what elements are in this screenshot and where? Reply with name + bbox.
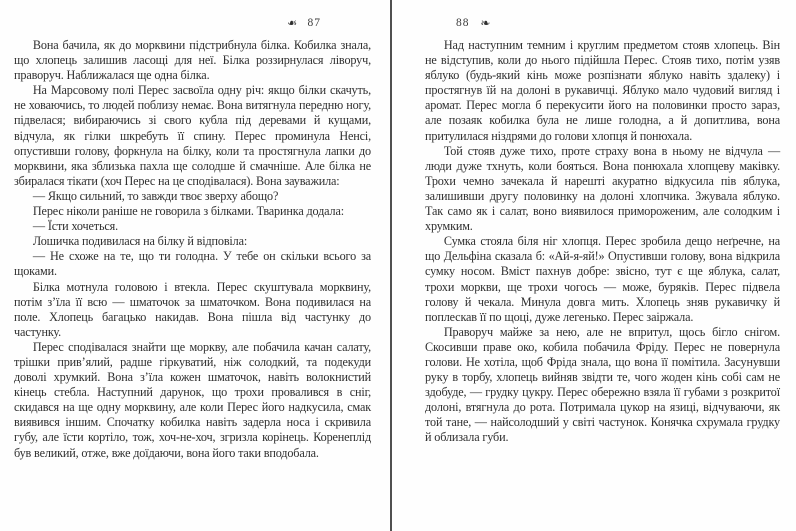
paragraph: Білка мотнула головою і втекла. Перес скуштувала морквину, потім з’їла її всю — шматочок за шматочком. Вона подивилася на поле. Хлопець багацько накидав. Вона пішла від частунку до частунку. bbox=[14, 279, 371, 339]
paragraph: Над наступним темним і круглим предметом стояв хлопець. Він не відступив, коли до нього підійшла Перес. Стояв тихо, потім узяв яблуко (будь-який кінь може розпізнати яблуко навіть здалеку) і простягнув їй на долоні в рукавичці. Яблуко мало чудовий вигляд і аромат. Перес могла б перекусити його на половинки просто зараз, але позаяк кобилка була не лише голодна, а й допитлива, вона притулилася ніздрями до голови хлопця й понюхала. bbox=[425, 38, 780, 143]
page-number-right: 88 bbox=[456, 17, 470, 29]
fleuron-ornament-icon: ❧ bbox=[285, 16, 297, 30]
page-left bbox=[0, 0, 390, 531]
paragraph: Перес ніколи раніше не говорила з білками. Тваринка додала: bbox=[32, 204, 344, 219]
page-text-left bbox=[14, 38, 371, 461]
page-text-right bbox=[425, 38, 780, 446]
fleuron-ornament-icon: ❧ bbox=[480, 16, 492, 30]
paragraph: Той стояв дуже тихо, проте страху вона в ньому не відчула — люди дуже тхнуть, коли бояться. Вона понюхала хлопцеву маківку. Трохи чемно зачекала й нарешті акуратно відкусила пів яблука, залишивши другу половинку на долоні хлопчика. Зжувала яблуко. Так само як і салат, воно виявилося примороженим, але солодким і хрумким. bbox=[425, 143, 780, 234]
page-right bbox=[392, 0, 796, 531]
paragraph: Вона бачила, як до морквини підстрибнула білка. Кобилка знала, що хлопець залишив ласощі для неї. Білка роззирнулася ліворуч, праворуч. Наближалася ще одна білка. bbox=[14, 38, 371, 83]
page-header-left bbox=[14, 16, 371, 38]
page-header-right bbox=[425, 16, 780, 38]
paragraph: — Їсти хочеться. bbox=[32, 219, 118, 234]
page-number-left: 87 bbox=[307, 17, 321, 29]
paragraph: На Марсовому полі Перес засвоїла одну річ: якщо білки скачуть, не ховаючись, то людей поблизу немає. Вона витягнула передню ногу, підвелася; вибираючись зі свого кубла під деревами й кущами, відчула, як гілки шкребуть її спину. Перес проминула Ненсі, опустивши голову, форкнула на білку, коли та простягнула лапки до морквини, яка зблизька пахла ще солодше й смачніше. Але білка не збиралася тікати (хоч Перес на це сподівалася). Вона зауважила: bbox=[14, 83, 371, 188]
paragraph: Сумка стояла біля ніг хлопця. Перес зробила дещо неґречне, на що Дельфіна сказала б: «Ай-я-яй!» Опустивши голову, вона відкрила сумку носом. Вміст пахнув добре: звісно, тут є ще яблука, салат, трохи моркви, ще трохи чогось — може, буряків. Перес підвела голову й чекала. Минула довга мить. Хлопець зняв рукавичку й поплескав її по щоці, дуже легенько. Перес заіржала. bbox=[425, 234, 780, 324]
paragraph: — Якщо сильний, то завжди твоє зверху абощо? bbox=[32, 188, 279, 203]
paragraph: Лошичка подивилася на білку й відповіла: bbox=[32, 234, 248, 249]
paragraph: — Не схоже на те, що ти голодна. У тебе он скільки всього за щоками. bbox=[14, 249, 371, 279]
paragraph: Перес сподівалася знайти ще моркву, але побачила качан салату, трішки прив’ялий, радше гіркуватий, ніж солодкий, та подекуди доволі хрумкий. Вона з’їла кожен шматочок, навіть волокнистий кінець стебла. Наступний дарунок, що трохи провалився в сніг, скидався на ще одну морквину, але коли Перес його надкусила, смак виявився іншим. Спочатку кобилка навіть задерла носа і скривила губу, але їсти кортіло, тож, хоч-не-хоч, згризла корінець. Коренеплід був великий, отже, вже доїдаючи, вона його таки вподобала. bbox=[14, 339, 371, 460]
paragraph: Праворуч майже за нею, але не впритул, щось бігло снігом. Скосивши праве око, кобила побачила Фріду. Перес не повернула голови. Не хотіла, щоб Фріда знала, що вона її помітила. Засунувши руку в торбу, хлопець вийняв звідти те, чого жоден кінь собі сам не здобуде, — грудку цукру. Перес обережно взяла її губами з розкритої долоні, втягнула до рота. Потримала цукор на язиці, відчуваючи, як той тане, — найсолодший у світі частунок. Конячка схрумала грудку й облизала губи. bbox=[425, 324, 780, 445]
